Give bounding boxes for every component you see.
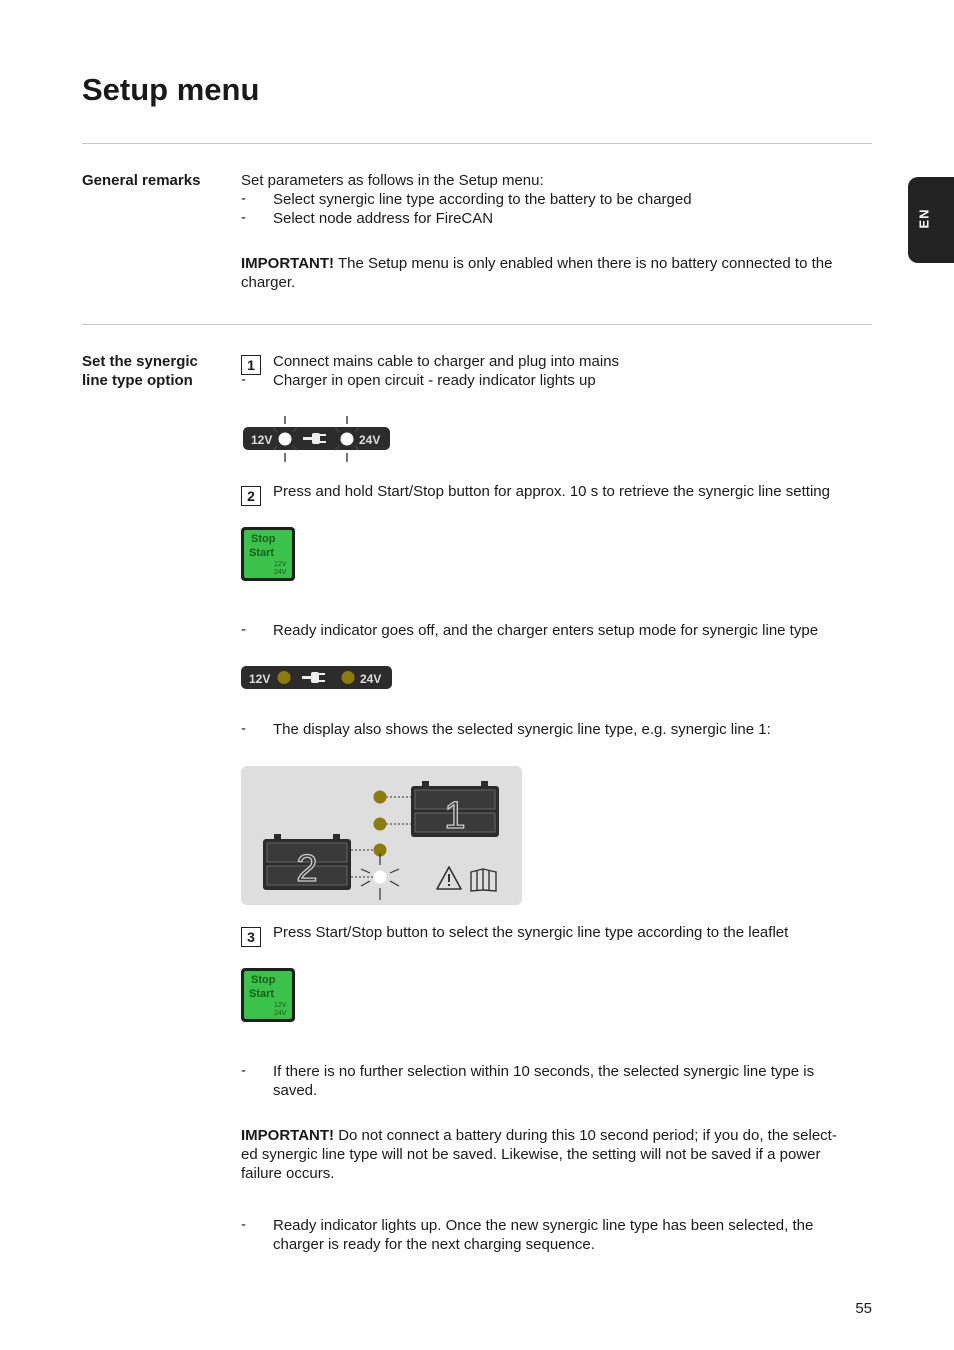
final-note-cont: charger is ready for the next charging sequence. — [273, 1236, 595, 1253]
step-number: 3 — [241, 927, 261, 947]
page-number: 55 — [855, 1300, 872, 1317]
battery-2-icon — [263, 834, 351, 890]
step-number: 2 — [241, 486, 261, 506]
panel-24v-label: 24V — [360, 672, 382, 686]
button-12v-label: 12V — [274, 1002, 287, 1009]
indicator-panel-off — [240, 665, 394, 691]
list-item: Select synergic line type according to the battery to be charged — [273, 191, 692, 208]
note-saved-cont: saved. — [273, 1082, 318, 1099]
divider — [82, 324, 872, 325]
led-line-4-lit — [374, 871, 387, 884]
battery-1-icon — [411, 781, 499, 837]
button-stop-label: Stop — [251, 533, 276, 545]
button-start-label: Start — [249, 547, 275, 559]
panel-24v-label: 24V — [359, 433, 381, 447]
note-display: The display also shows the selected synergic line type, e.g. synergic line 1: — [273, 721, 771, 738]
important-note-cont: charger. — [241, 274, 296, 291]
note-ready-off: Ready indicator goes off, and the charger enters setup mode for synergic line type — [273, 622, 819, 639]
display-digit-2: 2 — [296, 848, 318, 890]
language-tab-label: EN — [916, 208, 932, 229]
led-line-1 — [374, 791, 387, 804]
button-12v-label: 12V — [274, 561, 287, 568]
list-item: Select node address for FireCAN — [273, 210, 494, 227]
button-stop-label: Stop — [251, 974, 276, 986]
button-24v-label: 24V — [274, 569, 287, 576]
step1-text: Connect mains cable to charger and plug into mains — [273, 353, 620, 370]
section-heading-synergic-line2: line type option — [82, 372, 193, 389]
led-24v-lit — [341, 433, 354, 446]
important-note-2-line2: ed synergic line type will not be saved. Likewise, the setting will not be saved if a power — [241, 1146, 821, 1163]
important-label: IMPORTANT! — [241, 255, 335, 272]
section-heading-general-remarks: General remarks — [82, 172, 201, 189]
important-note-2: IMPORTANT! Do not connect a battery during this 10 second period; if you do, the select- — [241, 1127, 837, 1144]
display-digit-1: 1 — [444, 795, 466, 837]
important-note: IMPORTANT! The Setup menu is only enabled when there is no battery connected to the — [241, 255, 833, 272]
panel-12v-label: 12V — [249, 672, 271, 686]
led-12v-lit — [279, 433, 292, 446]
step1-subtext: Charger in open circuit - ready indicator lights up — [273, 372, 596, 389]
final-note: Ready indicator lights up. Once the new synergic line type has been selected, the — [273, 1217, 814, 1234]
led-line-2 — [374, 818, 387, 831]
general-intro: Set parameters as follows in the Setup menu: — [241, 172, 544, 189]
led-24v-off — [342, 671, 355, 684]
step-number: 1 — [241, 355, 261, 375]
start-stop-button[interactable] — [241, 527, 295, 581]
indicator-panel-lit — [241, 414, 393, 466]
button-start-label: Start — [249, 988, 275, 1000]
start-stop-button[interactable] — [241, 968, 295, 1022]
important-note-2-line3: failure occurs. — [241, 1165, 335, 1182]
led-12v-off — [278, 671, 291, 684]
step3-text: Press Start/Stop button to select the synergic line type according to the leaflet — [273, 924, 789, 941]
language-tab[interactable] — [908, 177, 954, 263]
note-saved: If there is no further selection within 10 seconds, the selected synergic line type is — [273, 1063, 815, 1080]
button-24v-label: 24V — [274, 1010, 287, 1017]
page-title: Setup menu — [82, 72, 260, 107]
divider — [82, 143, 872, 144]
step2-text: Press and hold Start/Stop button for approx. 10 s to retrieve the synergic line setting — [273, 483, 830, 500]
section-heading-synergic-line1: Set the synergic — [82, 353, 198, 370]
important-label: IMPORTANT! — [241, 1127, 335, 1144]
synergic-display-illustration — [240, 765, 523, 906]
panel-12v-label: 12V — [251, 433, 273, 447]
